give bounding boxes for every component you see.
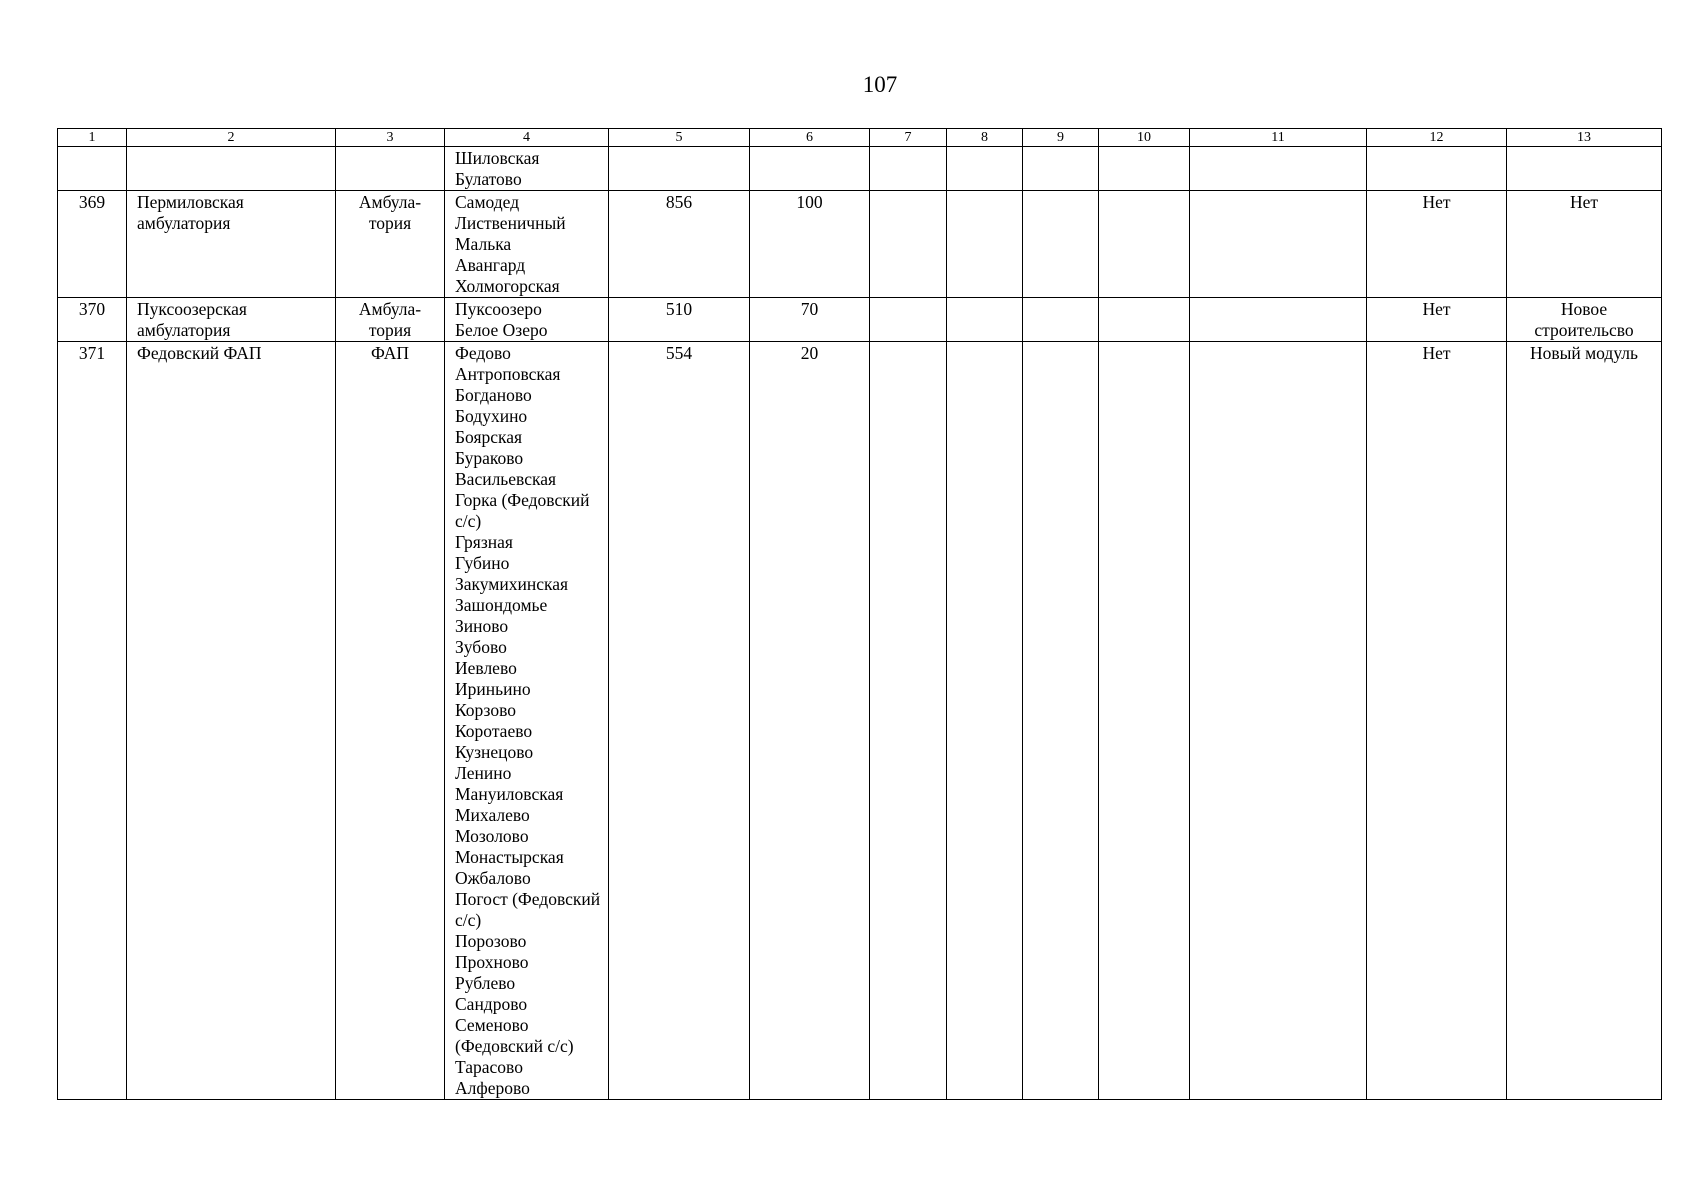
settlements-cell-line: Холмогорская [455,276,560,296]
settlements-cell-line: Зубово [455,637,507,657]
settlements-cell-line: Пуксоозеро [455,299,542,319]
settlements-cell-line: Погост (Федовский [455,889,601,909]
table-row [58,342,1662,1100]
facility-name-cell-line: Пермиловская [137,192,244,212]
settlements-cell-line: Порозово [455,931,527,951]
settlements-cell-line: Зиново [455,616,509,636]
distance-cell: 70 [750,298,870,342]
col11-cell [1190,342,1367,1100]
data-table [57,128,1662,1100]
column-header-12: 12 [1367,129,1507,147]
settlements-cell-line: Федово [455,343,511,363]
settlements-cell-line: Бодухино [455,406,528,426]
settlements-cell-line: Богданово [455,385,532,405]
col8-cell [947,191,1023,298]
settlements-cell-line: Васильевская [455,469,557,489]
col11-cell [1190,191,1367,298]
facility-type-cell [336,147,445,191]
row-number-cell: 371 [58,342,127,1100]
header-row [58,129,1662,147]
settlements-cell [445,298,609,342]
settlements-cell-line: Прохново [455,952,529,972]
facility-name-cell-line: амбулатория [137,213,231,233]
col13-cell [1507,191,1662,298]
population-cell: 856 [609,191,750,298]
facility-type-cell-line: тория [368,213,412,233]
col7-cell [870,342,947,1100]
settlements-cell-line: Михалево [455,805,530,825]
settlements-cell-line: Ириньино [455,679,531,699]
col9-cell [1023,298,1099,342]
settlements-cell-line: Горка (Федовский [455,490,590,510]
settlements-cell-line: Грязная [455,532,513,552]
col13-cell-line: Нет [1569,192,1599,212]
settlements-cell-line: Иевлево [455,658,517,678]
settlements-cell-line: Кузнецово [455,742,534,762]
settlements-cell-line: Антроповская [455,364,561,384]
col10-cell [1099,298,1190,342]
settlements-cell-line: Лиственичный [455,213,566,233]
col7-cell [870,191,947,298]
population-cell: 510 [609,298,750,342]
col13-cell-line: Новое [1560,299,1608,319]
column-header-1: 1 [58,129,127,147]
settlements-cell-line: Алферово [455,1078,530,1098]
col13-cell [1507,342,1662,1100]
column-header-8: 8 [947,129,1023,147]
table-row [58,298,1662,342]
facility-name-cell [127,147,336,191]
facility-type-cell-line: ФАП [371,343,409,363]
settlements-cell-line: Боярская [455,427,523,447]
settlements-cell-line: Монастырская [455,847,564,867]
facility-type-cell [336,298,445,342]
table-row [58,147,1662,191]
facility-type-cell-line: тория [368,320,412,340]
facility-type-cell-line: Амбула- [358,299,422,319]
column-header-13: 13 [1507,129,1662,147]
facility-name-cell [127,191,336,298]
row-number-cell: 369 [58,191,127,298]
settlements-cell-line: Губино [455,553,510,573]
column-header-9: 9 [1023,129,1099,147]
column-header-10: 10 [1099,129,1190,147]
col13-cell [1507,147,1662,191]
col10-cell [1099,147,1190,191]
settlements-cell-line: с/с) [455,910,482,930]
column-header-4: 4 [445,129,609,147]
col13-cell-line: Новый модуль [1529,343,1639,363]
col12-cell: Нет [1367,298,1507,342]
column-header-11: 11 [1190,129,1367,147]
facility-name-cell-line: амбулатория [137,320,231,340]
settlements-cell [445,147,609,191]
facility-name-cell [127,342,336,1100]
table-row [58,191,1662,298]
facility-name-cell [127,298,336,342]
settlements-cell-line: Самодед [455,192,520,212]
settlements-cell-line: Ленино [455,763,512,783]
settlements-cell-line: с/с) [455,511,482,531]
col11-cell [1190,298,1367,342]
col8-cell [947,147,1023,191]
settlements-cell-line: Сандрово [455,994,528,1014]
col10-cell [1099,342,1190,1100]
facility-type-cell [336,191,445,298]
settlements-cell-line: Мануиловская [455,784,564,804]
col13-cell [1507,298,1662,342]
settlements-cell-line: Закумихинская [455,574,569,594]
col13-cell-line: строительсво [1534,320,1634,340]
settlements-cell-line: Шиловская [455,148,540,168]
settlements-cell [445,342,609,1100]
settlements-cell-line: Рублево [455,973,516,993]
population-cell: 554 [609,342,750,1100]
settlements-cell-line: Белое Озеро [455,320,548,340]
col12-cell [1367,147,1507,191]
settlements-cell-line: Малька [455,234,512,254]
facility-name-cell-line: Пуксоозерская [137,299,247,319]
settlements-cell-line: Булатово [455,169,522,189]
facility-type-cell-line: Амбула- [358,192,422,212]
column-header-2: 2 [127,129,336,147]
col11-cell [1190,147,1367,191]
settlements-cell-line: Бураково [455,448,524,468]
col12-cell: Нет [1367,342,1507,1100]
row-number-cell: 370 [58,298,127,342]
col10-cell [1099,191,1190,298]
distance-cell: 20 [750,342,870,1100]
settlements-cell-line: Тарасово [455,1057,523,1077]
settlements-cell [445,191,609,298]
col9-cell [1023,342,1099,1100]
settlements-cell-line: Семеново [455,1015,529,1035]
population-cell [609,147,750,191]
distance-cell [750,147,870,191]
settlements-cell-line: Авангард [455,255,526,275]
row-number-cell [58,147,127,191]
col9-cell [1023,191,1099,298]
col8-cell [947,342,1023,1100]
settlements-cell-line: (Федовский с/с) [455,1036,574,1056]
col7-cell [870,298,947,342]
col12-cell: Нет [1367,191,1507,298]
distance-cell: 100 [750,191,870,298]
facility-type-cell [336,342,445,1100]
column-header-7: 7 [870,129,947,147]
settlements-cell-line: Коротаево [455,721,533,741]
column-header-5: 5 [609,129,750,147]
col9-cell [1023,147,1099,191]
column-header-3: 3 [336,129,445,147]
page-number: 107 [862,72,898,97]
settlements-cell-line: Мозолово [455,826,529,846]
settlements-cell-line: Зашондомье [455,595,548,615]
settlements-cell-line: Ожбалово [455,868,531,888]
facility-name-cell-line: Федовский ФАП [137,343,262,363]
col7-cell [870,147,947,191]
settlements-cell-line: Корзово [455,700,516,720]
col8-cell [947,298,1023,342]
column-header-6: 6 [750,129,870,147]
table-body [58,147,1662,1100]
